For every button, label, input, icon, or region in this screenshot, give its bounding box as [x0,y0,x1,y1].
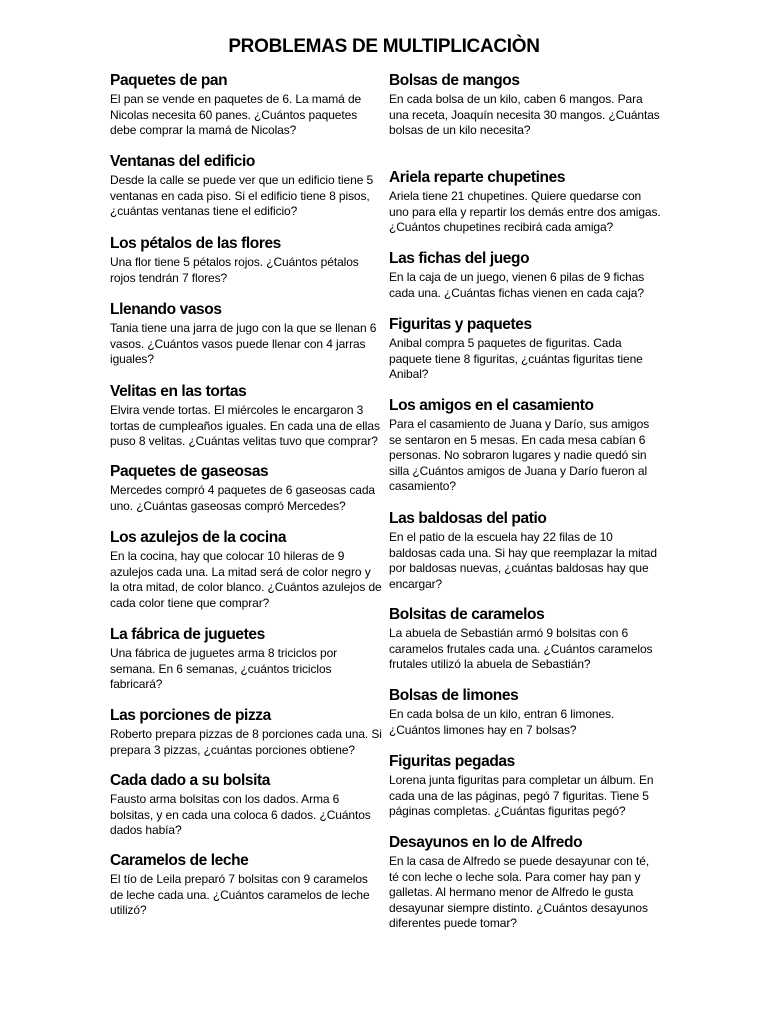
problem-title: Bolsas de limones [389,687,519,704]
problem-title: Los pétalos de las flores [110,235,281,252]
problem-title: Bolsitas de caramelos [389,606,545,623]
problem-text: Mercedes compró 4 paquetes de 6 gaseosas cada uno. ¿Cuántas gaseosas compró Mercedes? [110,483,376,513]
problem-text: Desde la calle se puede ver que un edificio tiene 5 ventanas en cada piso. Si el edificio tiene 8 pisos, ¿cuántas ventanas tiene el edificio? [110,173,374,218]
problem-text: El tío de Leila preparó 7 bolsitas con 9 caramelos de leche cada una. ¿Cuántos caramelos de leche utilizó? [110,872,370,917]
problem-title: La fábrica de juguetes [110,626,265,643]
problem-figuritas-y-paquetes [389,316,661,383]
problem-title: Bolsas de mangos [389,72,520,89]
problem-text: Anibal compra 5 paquetes de figuritas. Cada paquete tiene 8 figuritas, ¿cuántas figuritas tiene Anibal? [389,336,643,381]
problem-text: En la caja de un juego, vienen 6 pilas de 9 fichas cada una. ¿Cuántas fichas vienen en cada caja? [389,270,645,300]
problem-text: Elvira vende tortas. El miércoles le encargaron 3 tortas de cumpleaños iguales. En cada una de ellas puso 8 velitas. ¿Cuántas velitas tuvo que comprar? [110,403,380,448]
problem-cada-dado-a-su-bolsita [110,772,382,839]
problem-bolsas-de-limones [389,687,661,738]
problem-title: Ariela reparte chupetines [389,169,566,186]
problem-text: En cada bolsa de un kilo, entran 6 limones. ¿Cuántos limones hay en 7 bolsas? [389,707,615,737]
problem-title: Las porciones de pizza [110,707,271,724]
problem-baldosas-del-patio [389,510,661,592]
problem-text: Roberto prepara pizzas de 8 porciones cada una. Si prepara 3 pizzas, ¿cuántas porciones obtiene? [110,727,382,757]
problem-title: Los azulejos de la cocina [110,529,287,546]
problem-text: En cada bolsa de un kilo, caben 6 mangos. Para una receta, Joaquín necesita 30 mangos. ¿Cuántas bolsas de un kilo necesita? [389,92,660,137]
problem-title: Las baldosas del patio [389,510,547,527]
problem-title: Velitas en las tortas [110,383,247,400]
problem-title: Llenando vasos [110,301,222,318]
problem-text: El pan se vende en paquetes de 6. La mamá de Nicolas necesita 60 panes. ¿Cuántos paquetes debe comprar la mamá de Nicolas? [110,92,362,137]
problem-amigos-en-el-casamiento [389,397,661,495]
problem-text: En la cocina, hay que colocar 10 hileras de 9 azulejos cada una. La mitad será de color negro y la otra mitad, de color blanco. ¿Cuántos azulejos de cada color tiene que comprar? [110,549,382,610]
problem-porciones-de-pizza [110,707,382,758]
page-title: PROBLEMAS DE MULTIPLICACIÒN [228,36,540,57]
problem-title: Cada dado a su bolsita [110,772,271,789]
problem-title: Figuritas pegadas [389,753,515,770]
problem-title: Los amigos en el casamiento [389,397,594,414]
problem-title: Caramelos de leche [110,852,249,869]
problem-title: Paquetes de gaseosas [110,463,269,480]
problem-title: Las fichas del juego [389,250,530,267]
problem-text: Lorena junta figuritas para completar un álbum. En cada una de las páginas, pegó 7 figuritas. Tiene 5 páginas completas. ¿Cuántas figuritas pegó? [389,773,654,818]
problem-petalos-de-las-flores [110,235,382,286]
problem-title: Figuritas y paquetes [389,316,532,333]
problem-text: Una flor tiene 5 pétalos rojos. ¿Cuántos pétalos rojos tendrán 7 flores? [110,255,359,285]
problem-text: En el patio de la escuela hay 22 filas de 10 baldosas cada una. Si hay que reemplazar la mitad por baldosas nuevas, ¿cuántas baldosas hay que encargar? [389,530,657,591]
problem-text: Fausto arma bolsitas con los dados. Arma 6 bolsitas, y en cada una coloca 6 dados. ¿Cuántos dados había? [110,792,371,837]
problem-text: Una fábrica de juguetes arma 8 triciclos por semana. En 6 semanas, ¿cuántos triciclos fabricará? [110,646,338,691]
problem-llenando-vasos [110,301,382,368]
problem-bolsas-de-mangos [389,72,661,139]
problem-title: Desayunos en lo de Alfredo [389,834,583,851]
problem-paquetes-de-gaseosas [110,463,382,514]
problem-text: Tania tiene una jarra de jugo con la que se llenan 6 vasos. ¿Cuántos vasos puede llenar con 4 jarras iguales? [110,321,377,366]
problem-figuritas-pegadas [389,753,661,820]
problem-desayunos-de-alfredo [389,834,661,932]
problem-paquetes-de-pan [110,72,382,139]
problem-fabrica-de-juguetes [110,626,382,693]
problem-caramelos-de-leche [110,852,382,919]
problem-azulejos-de-la-cocina [110,529,382,611]
problem-text: Ariela tiene 21 chupetines. Quiere quedarse con uno para ella y repartir los demás entre dos amigas. ¿Cuántos chupetines recibirá cada amiga? [389,189,661,234]
problem-bolsitas-de-caramelos [389,606,661,673]
problem-ventanas-del-edificio [110,153,382,220]
problem-fichas-del-juego [389,250,661,301]
problem-title: Ventanas del edificio [110,153,255,170]
problem-text: Para el casamiento de Juana y Darío, sus amigos se sentaron en 5 mesas. En cada mesa cabían 6 personas. No sobraron lugares y nadie quedó sin silla ¿Cuántos amigos de Juana y Darío fueron al casamiento? [389,417,650,493]
problem-ariela-reparte-chupetines [389,169,661,236]
problem-title: Paquetes de pan [110,72,228,89]
problem-text: La abuela de Sebastián armó 9 bolsitas con 6 caramelos frutales cada una. ¿Cuántos caramelos frutales utilizó la abuela de Sebastián? [389,626,653,671]
problem-text: En la casa de Alfredo se puede desayunar con té, té con leche o leche sola. Para comer hay pan y galletas. Al hermano menor de Alfredo le gusta desayunar siempre distinto. ¿Cuántos desayunos diferentes puede tomar? [389,854,650,930]
problem-velitas-en-las-tortas [110,383,382,450]
